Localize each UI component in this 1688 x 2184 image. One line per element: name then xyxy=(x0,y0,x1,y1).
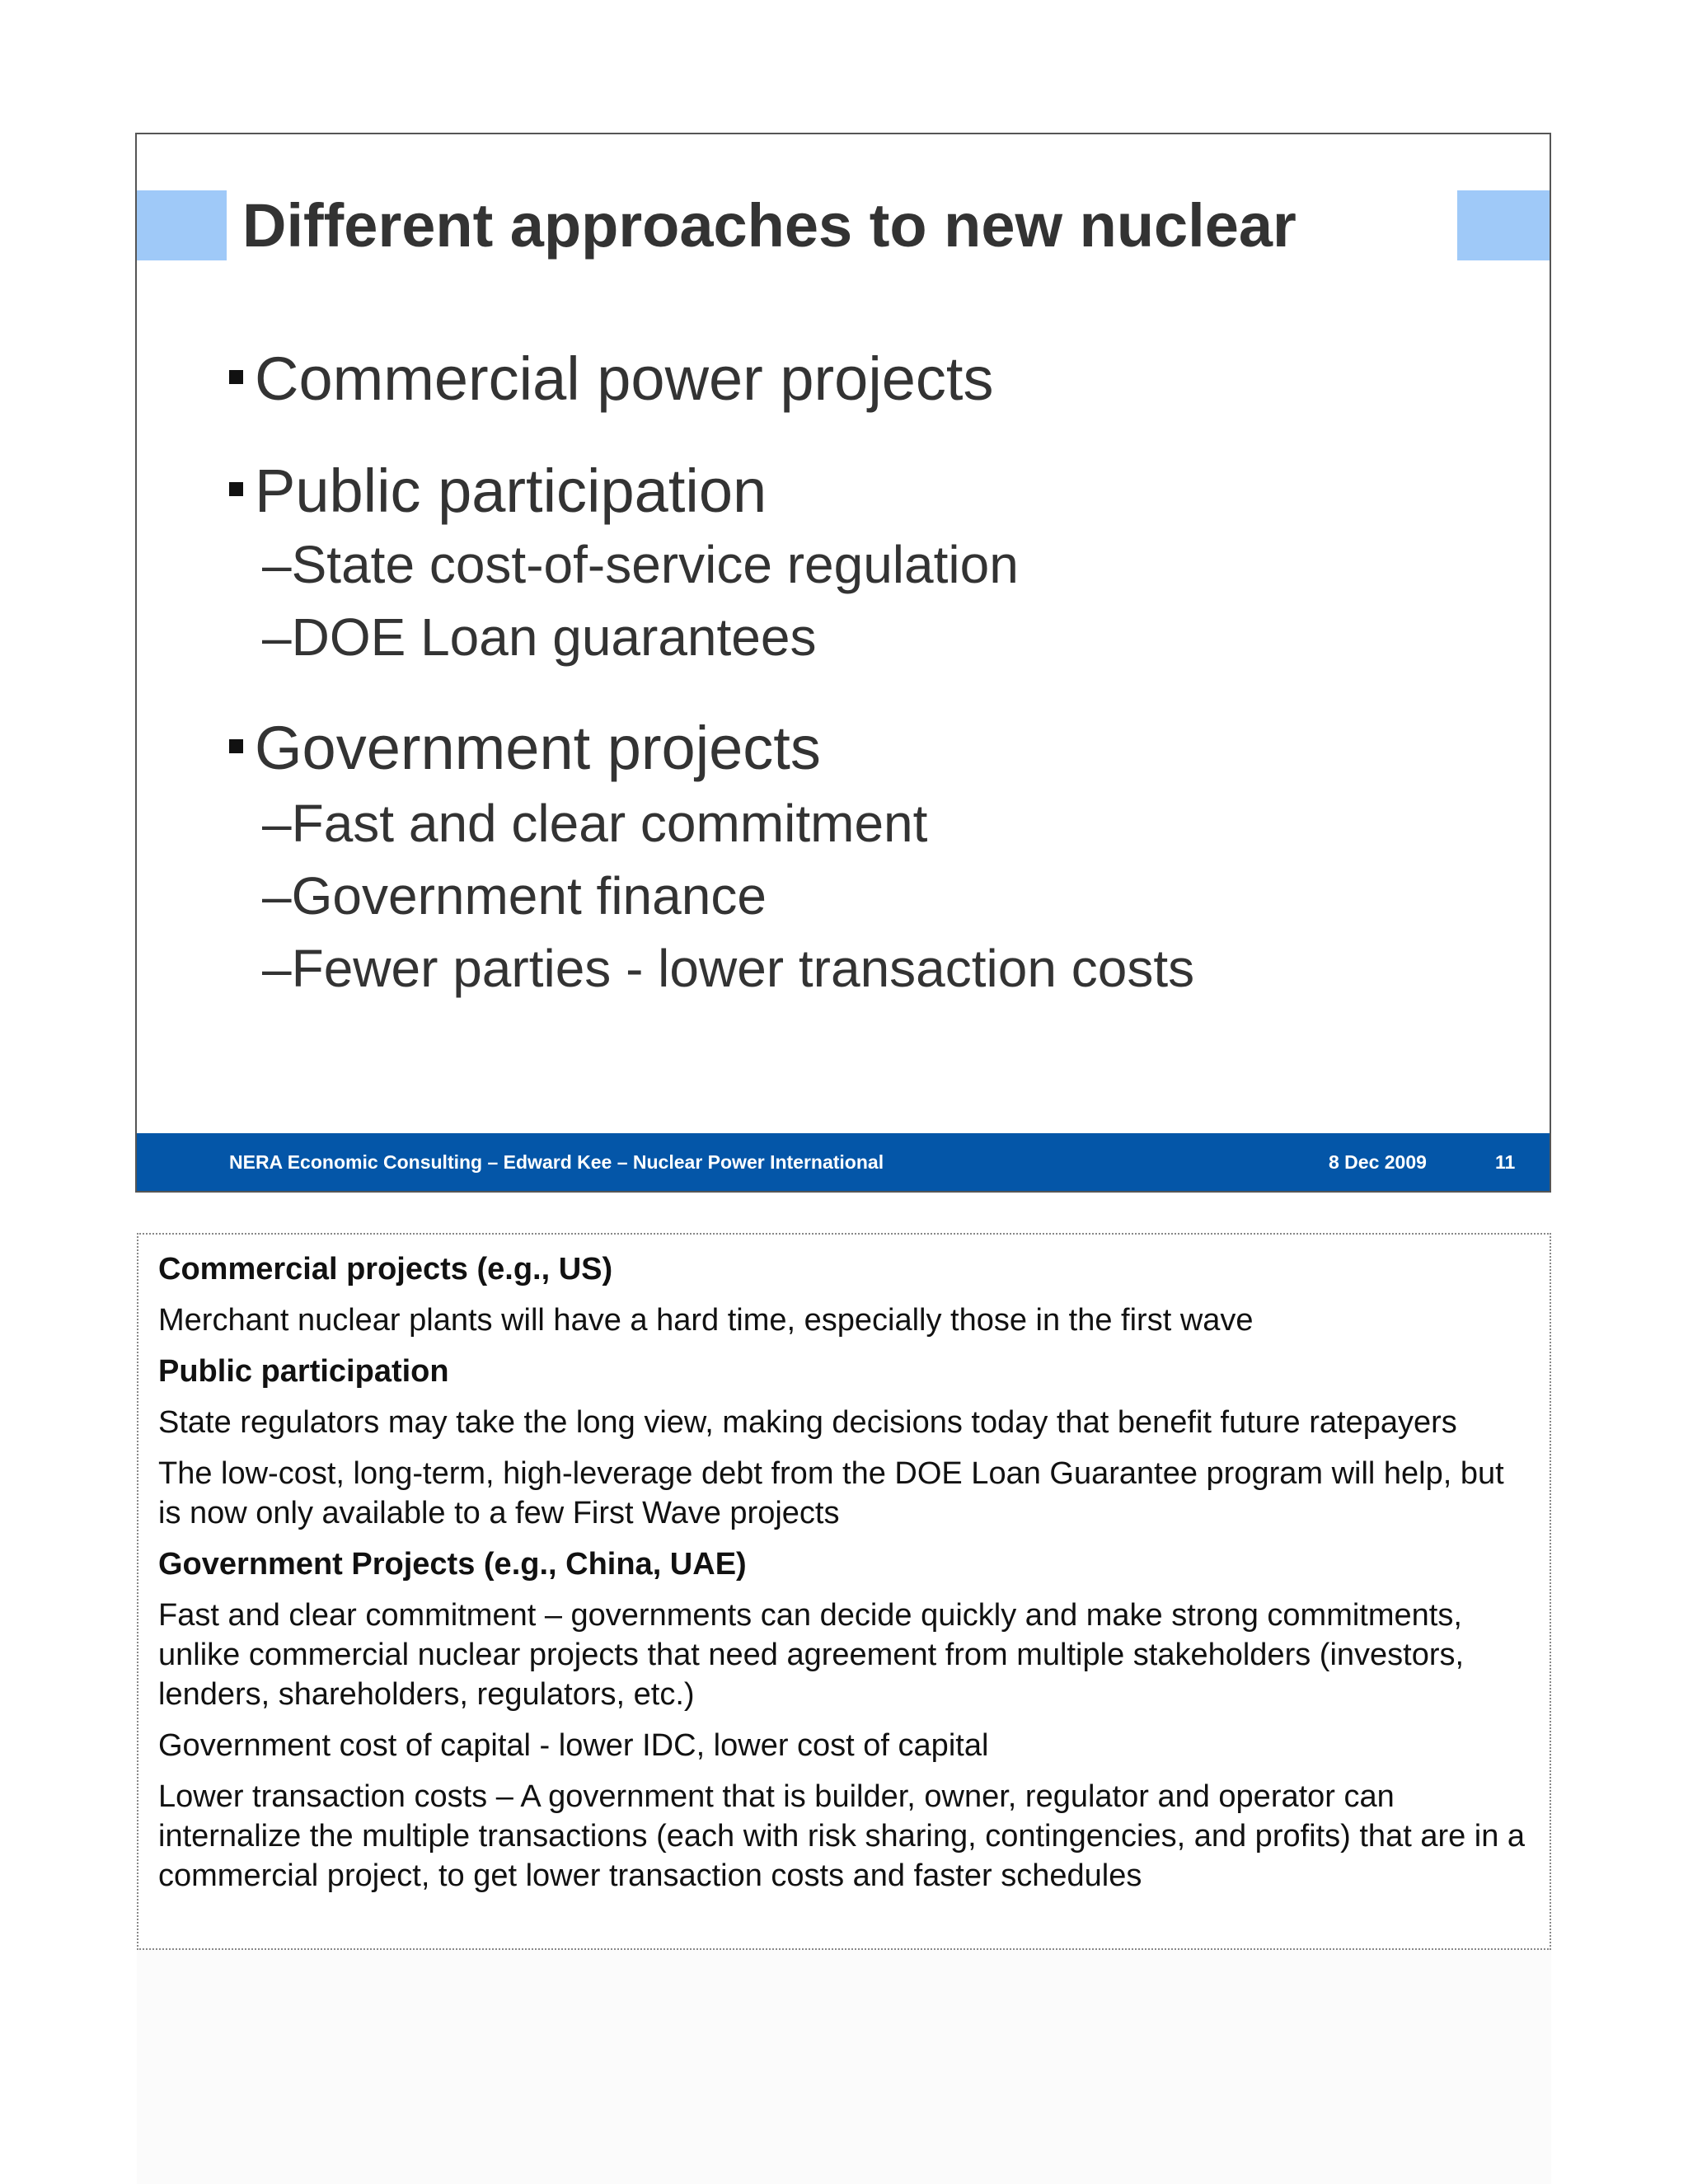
sub-bullet-text: State cost-of-service regulation xyxy=(291,535,1019,594)
bullet-text: Public participation xyxy=(255,457,767,525)
sub-bullet-item xyxy=(262,863,767,929)
page-background-area xyxy=(137,1950,1551,2184)
notes-paragraph: Lower transaction costs – A government that is builder, owner, regulator and operator can internalize the multiple transactions (each with risk sharing, contingencies, and profits) that are in a commercial project, to get lower transaction costs and faster schedules xyxy=(158,1779,1526,1893)
bullet-item xyxy=(229,711,821,785)
bullet-square-icon xyxy=(229,482,243,496)
notes-paragraph: The low-cost, long-term, high-leverage debt from the DOE Loan Guarantee program will help, but is now only available to a few First Wave projects xyxy=(158,1456,1504,1530)
bullet-item xyxy=(229,342,994,416)
title-accent-left xyxy=(137,190,227,260)
footer-page-number: 11 xyxy=(1495,1151,1516,1173)
notes-heading: Government Projects (e.g., China, UAE) xyxy=(158,1547,747,1582)
sub-bullet-text: Government finance xyxy=(291,866,767,926)
bullet-item xyxy=(229,454,767,528)
notes-paragraph: Government cost of capital - lower IDC, lower cost of capital xyxy=(158,1728,989,1763)
sub-bullet-item xyxy=(262,790,927,856)
slide-title: Different approaches to new nuclear xyxy=(242,191,1296,260)
sub-bullet-item xyxy=(262,935,1194,1001)
footer-credit: NERA Economic Consulting – Edward Kee – Nuclear Power International xyxy=(229,1151,884,1173)
notes-paragraph: Fast and clear commitment – governments can decide quickly and make strong commitments, unlike commercial nuclear projects that need agreement from multiple stakeholders (investors, lenders, shareholders, regulators, etc.) xyxy=(158,1598,1465,1712)
bullet-square-icon xyxy=(229,370,243,384)
notes-paragraph: Merchant nuclear plants will have a hard time, especially those in the first wave xyxy=(158,1303,1254,1338)
notes-heading: Commercial projects (e.g., US) xyxy=(158,1252,613,1286)
notes-heading: Public participation xyxy=(158,1354,449,1389)
sub-bullet-dash: – xyxy=(262,866,292,926)
sub-bullet-dash: – xyxy=(262,939,292,998)
sub-bullet-dash: – xyxy=(262,535,292,594)
sub-bullet-dash: – xyxy=(262,607,292,667)
sub-bullet-text: DOE Loan guarantees xyxy=(291,607,817,667)
bullet-text: Government projects xyxy=(255,714,821,782)
speaker-notes xyxy=(137,1233,1551,1950)
sub-bullet-item xyxy=(262,532,1019,598)
bullet-square-icon xyxy=(229,739,243,753)
slide-footer xyxy=(137,1133,1550,1191)
footer-date: 8 Dec 2009 xyxy=(1329,1151,1427,1173)
title-accent-right xyxy=(1457,190,1550,260)
notes-paragraph: State regulators may take the long view, making decisions today that benefit future ratepayers xyxy=(158,1405,1457,1440)
sub-bullet-text: Fast and clear commitment xyxy=(291,794,928,853)
bullet-text: Commercial power projects xyxy=(255,344,994,413)
sub-bullet-item xyxy=(262,604,816,670)
slide xyxy=(135,133,1551,1193)
sub-bullet-text: Fewer parties - lower transaction costs xyxy=(291,939,1195,998)
sub-bullet-dash: – xyxy=(262,794,292,853)
